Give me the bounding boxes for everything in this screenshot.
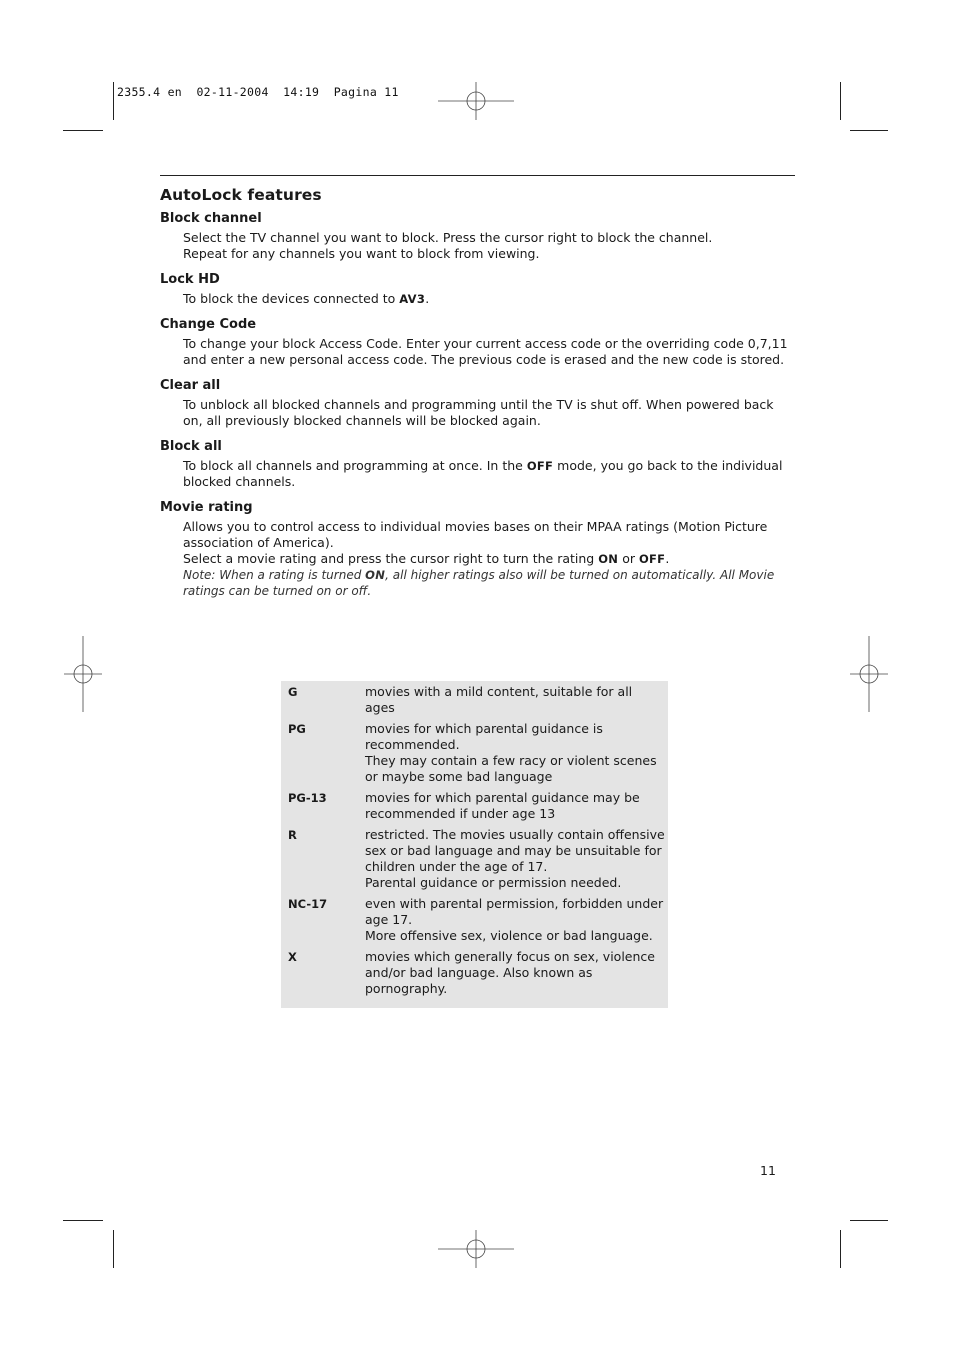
- rating-row-pg: [281, 721, 668, 785]
- note-on-label: ON: [365, 568, 386, 582]
- item-movie-rating: [160, 500, 795, 599]
- item-heading: Change Code: [160, 317, 257, 332]
- item-text-after: .: [665, 551, 670, 566]
- item-line: Repeat for any channels you want to block from viewing.: [183, 246, 540, 261]
- item-block-all: [160, 439, 795, 490]
- registration-mark-top-icon: [438, 82, 514, 120]
- rating-row-nc-17: [281, 896, 668, 944]
- item-text: [183, 230, 795, 262]
- rating-description: [365, 949, 665, 997]
- crop-mark-top-left-v: [113, 82, 114, 120]
- note-before: Note: When a rating is turned: [183, 568, 366, 582]
- rating-row-pg-13: [281, 790, 668, 822]
- item-text-before: To block the devices connected to: [183, 291, 400, 306]
- registration-mark-right-icon: [850, 636, 888, 712]
- rating-line: movies for which parental guidance may be recommended if under age 13: [365, 790, 640, 821]
- rating-code: NC-17: [288, 897, 328, 911]
- rating-line: More offensive sex, violence or bad language.: [365, 928, 653, 943]
- item-clear-all: [160, 378, 795, 429]
- item-text: To change your block Access Code. Enter your current access code or the overriding code 0,7,11 and enter a new personal access code. The previous code is erased and the new code is stored.: [183, 336, 788, 367]
- rating-line: restricted. The movies usually contain offensive sex or bad language and may be unsuitable for children under the age of 17.: [365, 827, 665, 874]
- rating-description: [365, 896, 665, 944]
- item-block-channel: [160, 211, 795, 262]
- rating-row-r: [281, 827, 668, 891]
- item-line: Select the TV channel you want to block. Press the cursor right to block the channel.: [183, 230, 713, 245]
- rating-line: movies which generally focus on sex, violence and/or bad language. Also known as pornography.: [365, 949, 655, 996]
- rating-description: [365, 827, 665, 891]
- item-heading: Movie rating: [160, 500, 253, 515]
- rating-row-g: [281, 684, 668, 716]
- registration-mark-bottom-icon: [438, 1230, 514, 1268]
- item-heading: Clear all: [160, 378, 221, 393]
- item-line: [183, 551, 795, 567]
- rating-code: G: [288, 685, 298, 699]
- rating-line: even with parental permission, forbidden under age 17.: [365, 896, 664, 927]
- rating-line: Parental guidance or permission needed.: [365, 875, 622, 890]
- item-change-code: [160, 317, 795, 368]
- registration-mark-left-icon: [64, 636, 102, 712]
- item-text-mid: or: [618, 551, 639, 566]
- rating-code: X: [288, 950, 297, 964]
- item-text-after: .: [425, 291, 430, 306]
- crop-mark-top-right-v: [840, 82, 841, 120]
- section-title: AutoLock features: [160, 186, 322, 204]
- note-after: , all higher ratings also will be turned on automatically. All Movie ratings can be turned on or off.: [183, 568, 775, 598]
- item-text: [183, 458, 795, 490]
- rating-line: They may contain a few racy or violent scenes or maybe some bad language: [365, 753, 657, 784]
- rating-description: [365, 721, 665, 785]
- item-text-after: mode, you go back to the individual blocked channels.: [183, 458, 783, 489]
- rating-code: PG: [288, 722, 306, 736]
- mode-off-label: OFF: [526, 459, 554, 473]
- print-header-slug: 2355.4 en 02-11-2004 14:19 Pagina 11: [117, 85, 399, 99]
- rating-code: R: [288, 828, 297, 842]
- item-heading: Lock HD: [160, 272, 220, 287]
- crop-mark-bottom-left-h: [63, 1220, 103, 1221]
- item-heading: Block all: [160, 439, 222, 454]
- header-rule: [160, 175, 795, 176]
- rating-description: [365, 790, 665, 822]
- item-text-before: Select a movie rating and press the cursor right to turn the rating: [183, 551, 599, 566]
- item-text-before: To block all channels and programming at once. In the: [183, 458, 527, 473]
- rating-line: movies with a mild content, suitable for all ages: [365, 684, 633, 715]
- input-name-av3: AV3: [399, 292, 426, 306]
- off-label: OFF: [638, 552, 666, 566]
- item-text: [183, 291, 795, 307]
- mpaa-ratings-table: [281, 681, 668, 1008]
- rating-line: movies for which parental guidance is recommended.: [365, 721, 603, 752]
- item-heading: Block channel: [160, 211, 262, 226]
- item-line: Allows you to control access to individual movies bases on their MPAA ratings (Motion Picture association of America).: [183, 519, 768, 550]
- item-text: To unblock all blocked channels and programming until the TV is shut off. When powered back on, all previously blocked channels will be blocked again.: [183, 397, 774, 428]
- item-lock-hd: [160, 272, 795, 307]
- page-number: 11: [760, 1163, 776, 1178]
- rating-row-x: [281, 949, 668, 997]
- rating-description: [365, 684, 665, 716]
- on-label: ON: [598, 552, 619, 566]
- item-text: [183, 519, 795, 599]
- crop-mark-bottom-right-h: [850, 1220, 888, 1221]
- rating-note: [183, 567, 795, 599]
- crop-mark-top-left-h: [63, 130, 103, 131]
- rating-code: PG-13: [288, 791, 327, 805]
- crop-mark-bottom-left-v: [113, 1230, 114, 1268]
- crop-mark-top-right-h: [850, 130, 888, 131]
- autolock-section: [160, 186, 795, 609]
- crop-mark-bottom-right-v: [840, 1230, 841, 1268]
